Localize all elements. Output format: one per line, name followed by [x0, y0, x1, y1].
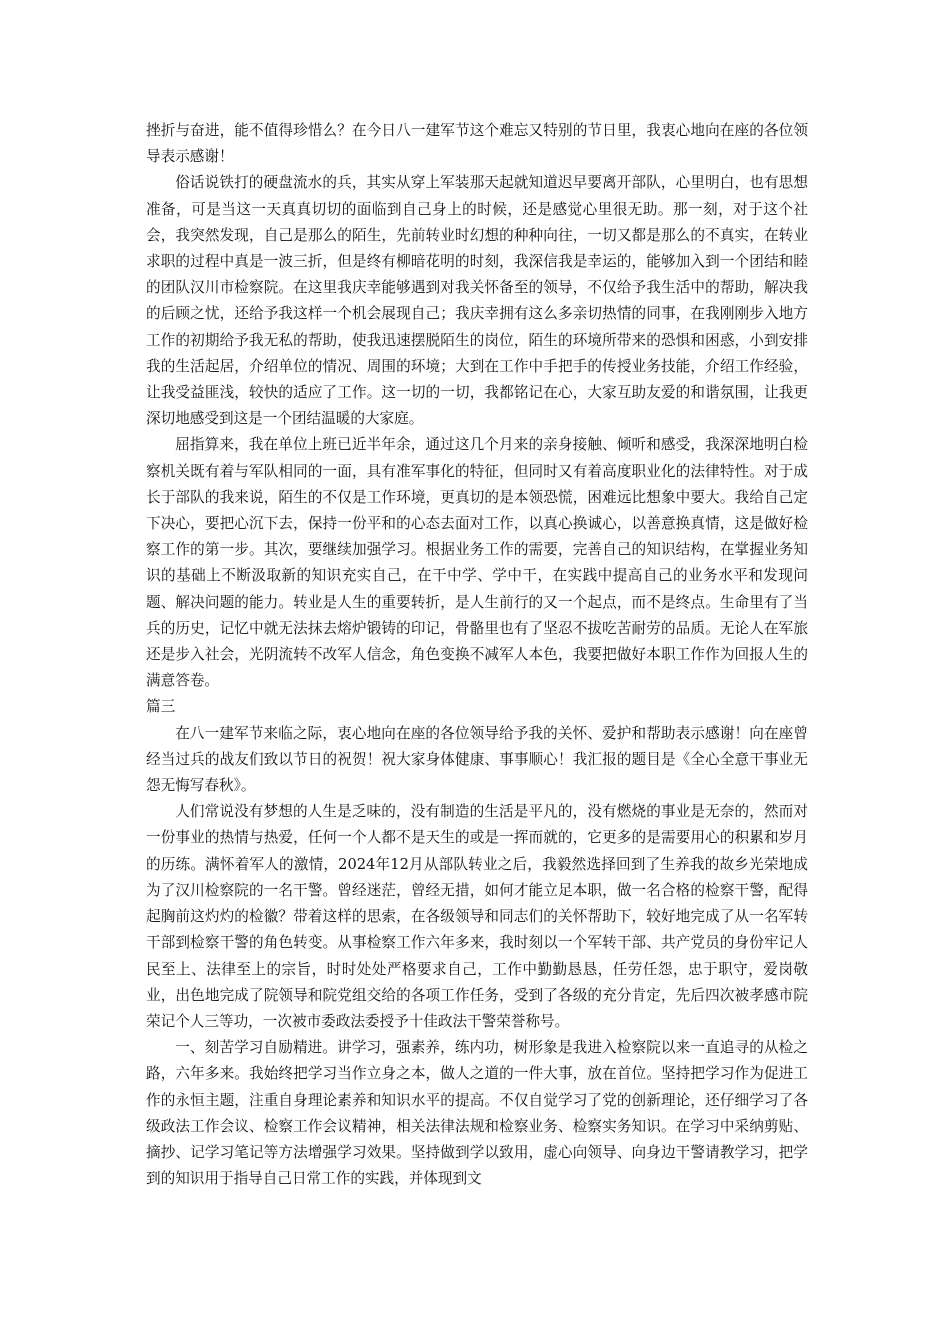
paragraph-career-story: 人们常说没有梦想的人生是乏味的，没有制造的生活是平凡的，没有燃烧的事业是无奈的，然而对一份事业的热情与热爱，任何一个人都不是天生的或是一挥而就的，它更多的是需要用心的积累和岁月的历练。满怀着军人的激情，2024年12月从部队转业之后，我毅然选择回到了生养我的故乡光荣地成为了汉川检察院的一名干警。曾经迷茫，曾经无措，如何才能立足本职，做一名合格的检察干警，配得起胸前这灼灼的检徽？带着这样的思索，在各级领导和同志们的关怀帮助下，较好地完成了从一名军转干部到检察干警的角色转变。从事检察工作六年多来，我时刻以一个军转干部、共产党员的身份牢记人民至上、法律至上的宗旨，时时处处严格要求自己，工作中勤勤恳恳，任劳任怨，忠于职守，爱岗敬业，出色地完成了院领导和院党组交给的各项工作任务，受到了各级的充分肯定，先后四次被孝感市院荣记个人三等功，一次被市委政法委授予十佳政法干警荣誉称号。	[146, 803, 808, 1030]
paragraph-transfer-reflection: 俗话说铁打的硬盘流水的兵，其实从穿上军装那天起就知道迟早要离开部队，心里明白，也有思想准备，可是当这一天真真切切的面临到自己身上的时候，还是感觉心里很无助。那一刻，对于这个社会，我突然发现，自己是那么的陌生，先前转业时幻想的种种向往，一切又都是那么的不真实，在转业求职的过程中真是一波三折，但是终有柳暗花明的时刻，我深信我是幸运的，能够加入到一个团结和睦的团队汉川市检察院。在这里我庆幸能够遇到对我关怀备至的领导，不仅给予我生活中的帮助，解决我的后顾之忧，还给予我这样一个机会展现自己；我庆幸拥有这么多亲切热情的同事，在我刚刚步入地方工作的初期给予我无私的帮助，使我迅速摆脱陌生的岗位，陌生的环境所带来的恐惧和困惑，小到安排我的生活起居，介绍单位的情况、周围的环境；大到在工作中手把手的传授业务技能，介绍工作经验，让我受益匪浅，较快的适应了工作。这一切的一切，我都铭记在心，大家互助友爱的和谐氛围，让我更深切地感受到这是一个团结温暖的大家庭。	[146, 174, 808, 428]
paragraph-section-intro: 在八一建军节来临之际，衷心地向在座的各位领导给予我的关怀、爱护和帮助表示感谢！向在座曾经当过兵的战友们致以节日的祝贺！祝大家身体健康、事事顺心！我汇报的题目是《全心全意干事业无怨无悔写春秋》。	[146, 724, 808, 795]
paragraph-continuation: 挫折与奋进，能不值得珍惜么？在今日八一建军节这个难忘又特别的节日里，我衷心地向在座的各位领导表示感谢！	[146, 122, 808, 166]
section-heading: 篇三	[146, 698, 176, 716]
document-page	[146, 118, 808, 1192]
paragraph-half-year-work: 屈指算来，我在单位上班已近半年余，通过这几个月来的亲身接触、倾听和感受，我深深地明白检察机关既有着与军队相同的一面，具有准军事化的特征，但同时又有着高度职业化的法律特性。对于成长于部队的我来说，陌生的不仅是工作环境，更真切的是本领恐慌，困难远比想象中要大。我给自己定下决心，要把心沉下去，保持一份平和的心态去面对工作，以真心换诚心，以善意换真情，这是做好检察工作的第一步。其次，要继续加强学习。根据业务工作的需要，完善自己的知识结构，在掌握业务知识的基础上不断汲取新的知识充实自己，在干中学、学中干，在实践中提高自己的业务水平和发现问题、解决问题的能力。转业是人生的重要转折，是人生前行的又一个起点，而不是终点。生命里有了当兵的历史，记忆中就无法抹去熔炉锻铸的印记，骨骼里也有了坚忍不拔吃苦耐劳的品质。无论人在军旅还是步入社会，光阴流转不改军人信念，角色变换不减军人本色，我要把做好本职工作作为回报人生的满意答卷。	[146, 436, 808, 690]
paragraph-study-diligence: 一、刻苦学习自励精进。讲学习，强素养，练内功，树形象是我进入检察院以来一直追寻的从检之路，六年多来。我始终把学习当作立身之本，做人之道的一件大事，放在首位。坚持把学习作为促进工作的永恒主题，注重自身理论素养和知识水平的提高。不仅自觉学习了党的创新理论，还仔细学习了各级政法工作会议、检察工作会议精神，相关法律法规和检察业务、检察实务知识。在学习中采纳剪贴、摘抄、记学习笔记等方法增强学习效果。坚持做到学以致用，虚心向领导、向身边干警请教学习，把学到的知识用于指导自己日常工作的实践，并体现到文	[146, 1039, 808, 1188]
